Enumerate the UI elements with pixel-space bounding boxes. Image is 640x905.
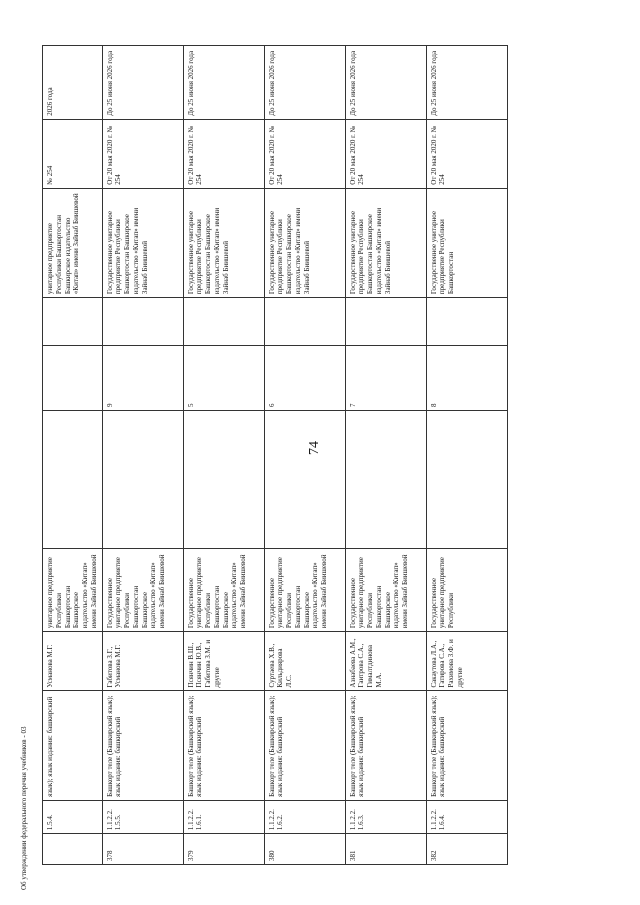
cell-deadline: До 25 июня 2026 года [102, 46, 183, 120]
cell-publisher: Государственное унитарное предприятие Республики Башкортостан Башкирское издательство «Китап» имени Зайнаб Биишевой [102, 548, 183, 631]
table-row [102, 46, 183, 865]
cell-idx: 382 [426, 834, 507, 865]
cell-title: язык); язык издания: башкирский [43, 691, 103, 800]
empty-cell [183, 298, 264, 346]
table-row [264, 46, 345, 865]
cell-number [43, 345, 103, 410]
cell-title: Башкорт теле (Башкирский язык); язык издания: башкирский [183, 691, 264, 800]
footer-note: Об утверждении федерального перечня учебников - 03 [20, 726, 28, 890]
empty-cell [426, 410, 507, 548]
cell-deadline: 2026 года [43, 46, 103, 120]
cell-deadline: До 25 июня 2026 года [426, 46, 507, 120]
cell-code: 1.1.2.2. 1.5.5. [102, 800, 183, 833]
cell-publisher: Государственное унитарное предприятие Республики [426, 548, 507, 631]
cell-title: Башкорт теле (Башкирский язык); язык издания: башкирский [345, 691, 426, 800]
table-row [183, 46, 264, 865]
cell-code: 1.5.4. [43, 800, 103, 833]
cell-authors: Псянчин В.Ш., Псянчин Ю.В., Габитова З.М. и другие [183, 632, 264, 691]
table-row [43, 46, 103, 865]
cell-deadline: До 25 июня 2026 года [264, 46, 345, 120]
cell-org: Государственное унитарное предприятие Республики Башкортостан Башкирское издательство «Китап» имени Зайнаб Биишевой [183, 188, 264, 297]
empty-cell [264, 410, 345, 548]
cell-number: 6 [264, 345, 345, 410]
cell-code: 1.1.2.2. 1.6.2. [264, 800, 345, 833]
empty-cell [264, 298, 345, 346]
cell-publisher: Государственное унитарное предприятие Республики Башкортостан Башкирское издательство «Китап» имени Зайнаб Биишевой [183, 548, 264, 631]
empty-cell [345, 298, 426, 346]
empty-cell [102, 298, 183, 346]
cell-date: От 20 мая 2020 г. № 254 [426, 119, 507, 188]
empty-cell [43, 410, 103, 548]
cell-idx: 379 [183, 834, 264, 865]
cell-authors: Сакаутова Л.А., Гатирова С.А., Рахимова З.Ф. и другие [426, 632, 507, 691]
cell-org: Государственное унитарное предприятие Республики Башкортостан [426, 188, 507, 297]
cell-code: 1.1.2.2. 1.6.4. [426, 800, 507, 833]
cell-publisher: Государственное унитарное предприятие Республики Башкортостан Башкирское издательство «Китап» имени Зайнаб Биишевой [264, 548, 345, 631]
cell-idx [43, 834, 103, 865]
cell-date: От 20 мая 2020 г. № 254 [102, 119, 183, 188]
cell-org: Государственное унитарное предприятие Республики Башкортостан Башкирское издательство «Китап» имени Зайнаб Биишевой [345, 188, 426, 297]
rotated-table-wrapper [42, 45, 562, 865]
cell-date: От 20 мая 2020 г. № 254 [345, 119, 426, 188]
cell-code: 1.1.2.2. 1.6.3. [345, 800, 426, 833]
empty-cell [43, 298, 103, 346]
page-number: 74 [307, 441, 322, 455]
cell-idx: 381 [345, 834, 426, 865]
cell-number: 9 [102, 345, 183, 410]
cell-org: Государственное унитарное предприятие Республики Башкортостан Башкирское издательство «Китап» имени Зайнаб Биишевой [102, 188, 183, 297]
cell-authors: Суртаева Х.В., Кильдиярова Л.С. [264, 632, 345, 691]
empty-cell [183, 410, 264, 548]
empty-cell [102, 410, 183, 548]
table-row [345, 46, 426, 865]
cell-deadline: До 25 июня 2026 года [345, 46, 426, 120]
cell-title: Башкорт теле (Башкирский язык); язык издания: башкирский [426, 691, 507, 800]
cell-authors: Азнабаева А.М., Гаитрова С.А., Гималтдинова М.А. [345, 632, 426, 691]
cell-org: унитарное предприятие Республики Башкортостан Башкирское издательство «Китап» имени Зайнаб Биишевой [43, 188, 103, 297]
textbook-table [42, 45, 508, 865]
cell-title: Башкорт теле (Башкирский язык); язык издания: башкирский [264, 691, 345, 800]
cell-title: Башкорт теле (Башкирский язык); язык издания: башкирский [102, 691, 183, 800]
cell-publisher: унитарное предприятие Республики Башкортостан Башкирское издательство «Китап» имени Зайнаб Биишевой [43, 548, 103, 631]
empty-cell [426, 298, 507, 346]
cell-publisher: Государственное унитарное предприятие Республики Башкортостан Башкирское издательство «Китап» имени Зайнаб Биишевой [345, 548, 426, 631]
cell-number: 5 [183, 345, 264, 410]
cell-deadline: До 25 июня 2026 года [183, 46, 264, 120]
cell-idx: 380 [264, 834, 345, 865]
table-row [426, 46, 507, 865]
cell-idx: 378 [102, 834, 183, 865]
cell-code: 1.1.2.2. 1.6.1. [183, 800, 264, 833]
cell-org: Государственное унитарное предприятие Республики Башкортостан Башкирское издательство «Китап» имени Зайнаб Биишевой [264, 188, 345, 297]
cell-authors: Габитова З.Г., Усманова М.Г. [102, 632, 183, 691]
cell-number: 8 [426, 345, 507, 410]
cell-date: От 20 мая 2020 г. № 254 [183, 119, 264, 188]
cell-date: От 20 мая 2020 г. № 254 [264, 119, 345, 188]
empty-cell [345, 410, 426, 548]
cell-number: 7 [345, 345, 426, 410]
cell-date: № 254 [43, 119, 103, 188]
cell-authors: Усманова М.Г. [43, 632, 103, 691]
